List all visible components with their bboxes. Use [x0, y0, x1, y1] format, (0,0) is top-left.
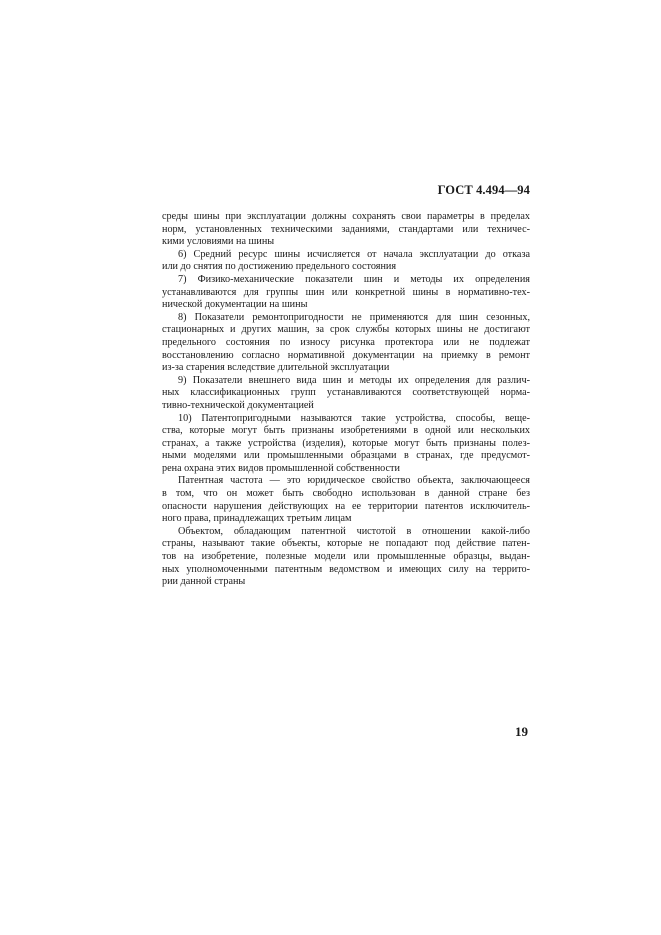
body-text [162, 211, 530, 589]
text-line: опасности нарушения действующих на ее территории патентов исключитель- [162, 500, 530, 512]
text-line: тивно-технической документацией [162, 399, 314, 411]
text-line: ства, которые могут быть признаны изобретениями в одной или нескольких [162, 425, 530, 437]
text-line: страны, называют такие объекты, которые не попадают под действие патен- [162, 538, 530, 550]
text-line: 9) Показатели внешнего вида шин и методы их определения для различ- [178, 374, 530, 386]
paragraph [162, 274, 530, 312]
text-line: нической документации на шины [162, 299, 308, 311]
text-line: Объектом, обладающим патентной чистотой в отношении какой-либо [178, 525, 530, 537]
text-line: норм, установленных техническими заданиями, стандартами или техничес- [162, 223, 530, 235]
paragraph [162, 211, 530, 249]
text-line: 7) Физико-механические показатели шин и методы их определения [178, 273, 530, 285]
paragraph [162, 312, 530, 375]
text-line: из-за старения вследствие длительной эксплуатации [162, 362, 390, 374]
text-line: предельного состояния по износу рисунка протектора или не подлежат [162, 336, 530, 348]
paragraph [162, 375, 530, 413]
text-line: или до снятия по достижению предельного состояния [162, 261, 397, 273]
text-line: рена охрана этих видов промышленной собственности [162, 462, 400, 474]
paragraph [162, 526, 530, 589]
text-line: ного права, принадлежащих третьим лицам [162, 513, 352, 525]
text-line: 8) Показатели ремонтопригодности не применяются для шин сезонных, [178, 311, 530, 323]
text-line: тов на изобретение, полезные модели или промышленные образцы, выдан- [162, 551, 530, 563]
text-line: восстановлению согласно нормативной документации на приемку в ремонт [162, 349, 530, 361]
text-line: в том, что он может быть свободно использован в данной стране без [162, 488, 530, 500]
text-line: странах, а также устройства (изделия), которые могут быть признаны полез- [162, 437, 530, 449]
page-number: 19 [515, 724, 528, 739]
paragraph [162, 413, 530, 476]
text-line: ных уполномоченными патентным ведомством и имеющих силу на террито- [162, 563, 530, 575]
text-line: кими условиями на шины [162, 236, 275, 248]
text-line: ных классификационных групп устанавливаются соответствующей норма- [162, 387, 530, 399]
text-line: 6) Средний ресурс шины исчисляется от начала эксплуатации до отказа [178, 248, 530, 260]
text-line: рии данной страны [162, 576, 246, 588]
paragraph [162, 249, 530, 274]
text-line: 10) Патентопригодными называются такие устройства, способы, веще- [178, 412, 530, 424]
text-line: устанавливаются для группы шин или конкретной шины в нормативно-тех- [162, 286, 530, 298]
text-line: стационарных и других машин, за срок службы которых шины не достигают [162, 324, 530, 336]
document-code-header: ГОСТ 4.494—94 [437, 183, 530, 197]
text-line: ными моделями или промышленными образцами в странах, где предусмот- [162, 450, 530, 462]
paragraph [162, 475, 530, 525]
text-line: Патентная частота — это юридическое свойство объекта, заключающееся [178, 475, 530, 487]
text-line: среды шины при эксплуатации должны сохранять свои параметры в пределах [162, 211, 530, 222]
